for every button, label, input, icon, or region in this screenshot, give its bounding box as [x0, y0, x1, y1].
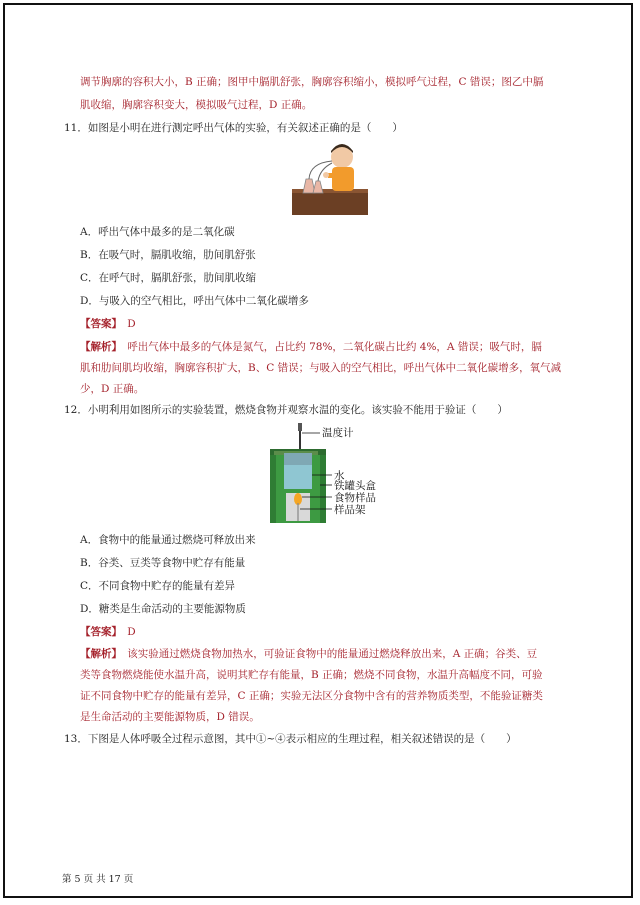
q11-answer	[80, 318, 585, 331]
q12-analysis-line-4: 是生命活动的主要能源物质，D 错误。	[80, 711, 260, 723]
q12-answer-value: D	[127, 626, 136, 638]
q11-analysis-line-1	[80, 341, 585, 354]
q12-analysis-line-2: 类等食物燃烧能使水温升高，说明其贮存有能量，B 正确；燃烧不同食物，水温升高幅度不同，可验	[80, 669, 543, 681]
prev-analysis-line-1: 调节胸廓的容积大小，B 正确；图甲中膈肌舒张，胸廓容积缩小，模拟呼气过程，C 错误；图乙中膈	[80, 76, 544, 88]
q12-option-c: C．不同食物中贮存的能量有差异	[80, 580, 236, 592]
q11-option-d: D．与吸入的空气相比，呼出气体中二氧化碳增多	[80, 295, 309, 307]
q11-analysis-line-3: 少，D 正确。	[80, 383, 145, 395]
q12-analysis-tag: 【解析】	[80, 648, 117, 660]
q11-option-a: A．呼出气体中最多的是二氧化碳	[80, 226, 235, 238]
fig-label-sample-holder: 样品架	[334, 504, 366, 516]
q11-figure-boy-breathing-experiment	[290, 143, 370, 215]
q11-answer-tag: 【答案】	[80, 318, 117, 330]
q12-option-d: D．糖类是生命活动的主要能源物质	[80, 603, 246, 615]
fig-label-thermometer: 温度计	[322, 427, 354, 439]
fig-label-iron-can: 铁罐头盒	[334, 480, 376, 492]
fig-label-water: 水	[334, 470, 345, 482]
q12-option-b: B．谷类、豆类等食物中贮存有能量	[80, 557, 246, 569]
q12-figure-calorimeter-apparatus	[262, 423, 392, 523]
q12-analysis-line-3: 证不同食物中贮存的能量有差异，C 正确；实验无法区分食物中含有的营养物质类型，不能验证糖类	[80, 690, 543, 702]
q13-stem: 13．下图是人体呼吸全过程示意图，其中①~④表示相应的生理过程，相关叙述错误的是（ ）	[64, 733, 517, 745]
page-footer: 第 5 页 共 17 页	[62, 874, 134, 885]
q11-analysis-line-2: 肌和肋间肌均收缩，胸廓容积扩大，B、C 错误；与吸入的空气相比，呼出气体中二氧化碳增多，氧气减	[80, 362, 562, 374]
q11-analysis-tag: 【解析】	[80, 341, 117, 353]
q12-analysis-line-1	[80, 648, 585, 661]
q12-answer-tag: 【答案】	[80, 626, 117, 638]
q12-analysis-text-1: 该实验通过燃烧食物加热水，可验证食物中的能量通过燃烧释放出来，A 正确；谷类、豆	[127, 648, 538, 660]
q11-answer-value: D	[127, 318, 136, 330]
q12-option-a: A．食物中的能量通过燃烧可释放出来	[80, 534, 256, 546]
q11-stem: 11．如图是小明在进行测定呼出气体的实验，有关叙述正确的是（ ）	[64, 122, 403, 134]
q12-stem: 12．小明利用如图所示的实验装置，燃烧食物并观察水温的变化。该实验不能用于验证（ ）	[64, 404, 508, 416]
q12-answer	[80, 626, 585, 639]
q11-option-c: C．在呼气时，膈肌舒张，肋间肌收缩	[80, 272, 257, 284]
q11-option-b: B．在吸气时，膈肌收缩，肋间肌舒张	[80, 249, 256, 261]
fig-label-food-sample: 食物样品	[334, 492, 376, 504]
q11-analysis-text-1: 呼出气体中最多的气体是氮气，占比约 78%，二氧化碳占比约 4%，A 错误；吸气时，膈	[127, 341, 542, 353]
prev-analysis-line-2: 肌收缩，胸廓容积变大，模拟吸气过程，D 正确。	[80, 99, 313, 111]
